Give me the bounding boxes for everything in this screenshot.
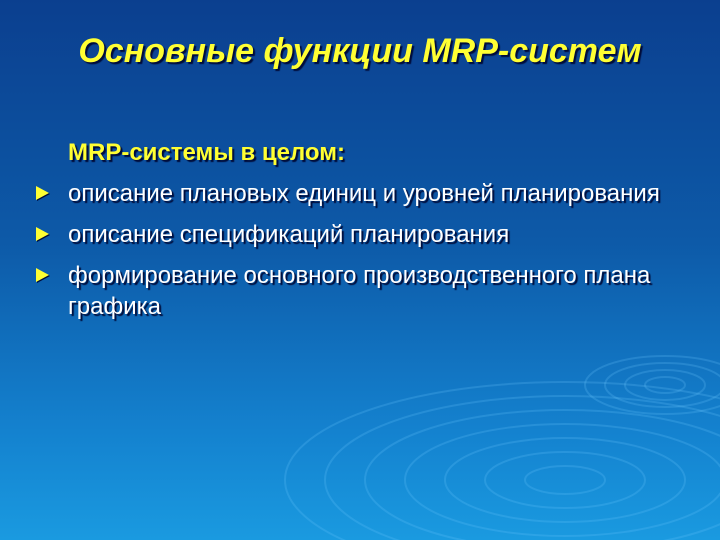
arrow-bullet-icon	[36, 268, 49, 282]
list-item	[30, 219, 690, 250]
list-item	[30, 178, 690, 209]
slide-content	[30, 138, 690, 332]
slide-title: Основные функции MRP-систем	[78, 32, 642, 70]
list-item-text: описание спецификаций планирования	[68, 221, 510, 248]
bullet-list	[30, 178, 690, 322]
arrow-bullet-icon	[36, 186, 49, 200]
list-item	[30, 260, 690, 322]
list-item-text: формирование основного производственного плана графика	[68, 262, 651, 320]
list-item-text: описание плановых единиц и уровней планирования	[68, 180, 660, 207]
subheading: MRP-системы в целом:	[68, 139, 346, 166]
arrow-bullet-icon	[36, 227, 49, 241]
